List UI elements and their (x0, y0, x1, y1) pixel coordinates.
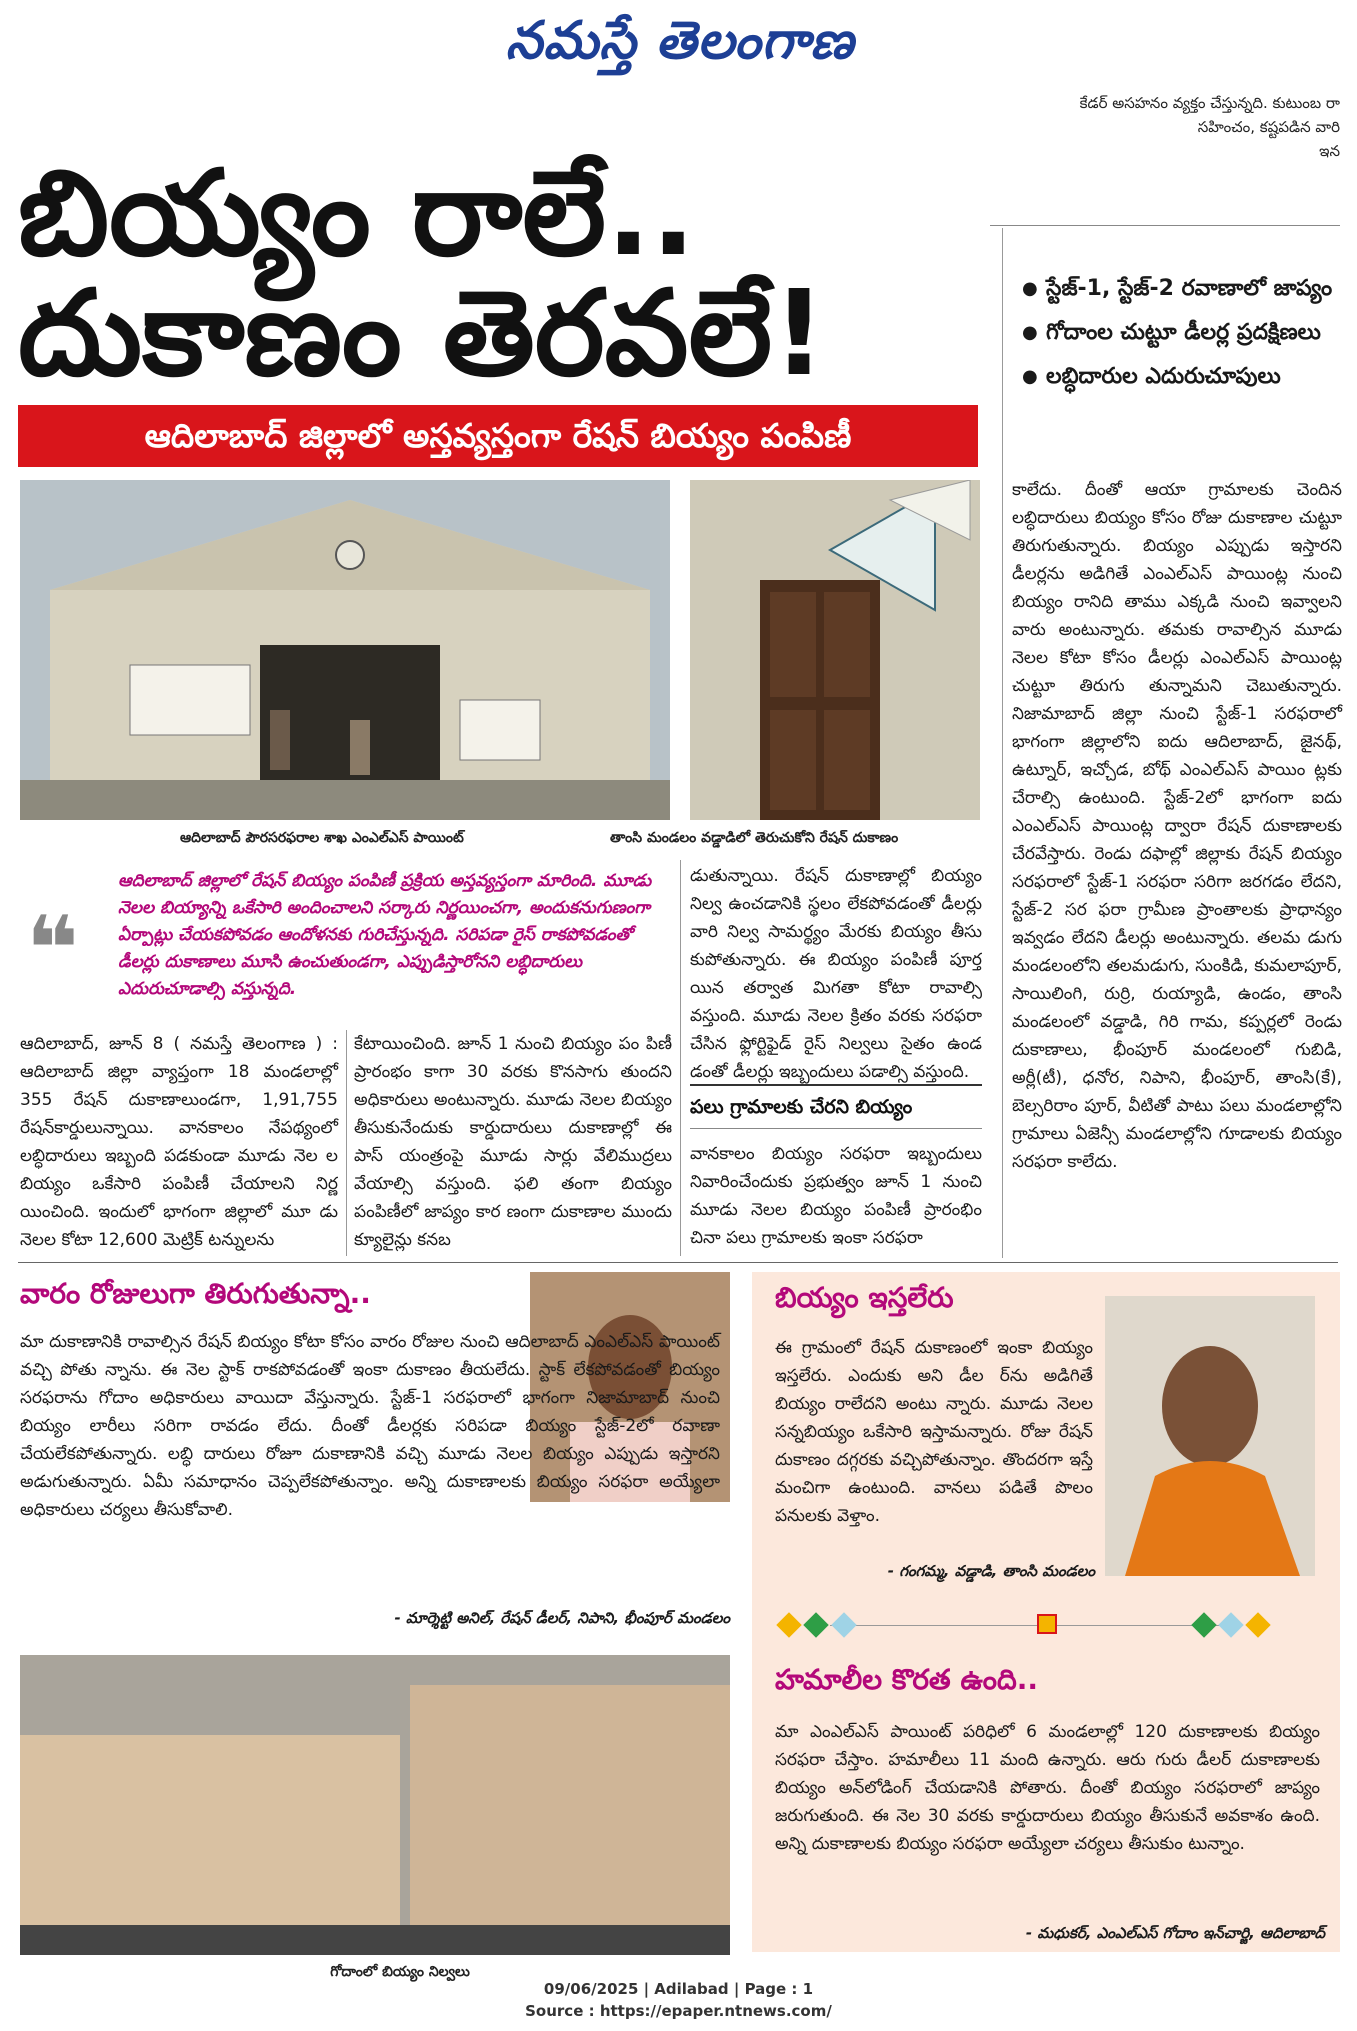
decorative-divider (775, 1610, 1295, 1640)
box2-body: ఈ గ్రామంలో రేషన్ దుకాణంలో ఇంకా బియ్యం ఇస్తలేరు. ఎందుకు అని డీల ర్‌ను అడిగితే బియ్యం రాలేదని అంటు న్నారు. మూడు నెలల సన్నబియ్యం ఒకేసారి ఇస్తామన్నారు. రోజు రేషన్ దుకాణం దగ్గరకు వచ్చిపోతున్నాం. తొందరగా ఇస్తే మంచిగా ఉంటుంది. వానలు పడితే పొలం పనులకు వెళ్తాం. (775, 1338, 1093, 1526)
decorative-diamond-icon (776, 1612, 801, 1637)
box3-title: హమాలీల కొరత ఉంది.. (775, 1663, 1039, 1696)
top-strip-line3: ఇన (1319, 142, 1340, 160)
highlight-item-1: ● స్టేజ్-1, స్టేజ్-2 రవాణాలో జాప్యం (1022, 275, 1342, 303)
decorative-square-icon (1037, 1614, 1057, 1634)
ration-shop-photo-caption: తాంసి మండలం వడ్డాడిలో తెరుచుకోని రేషన్ దుకాణం (610, 830, 899, 846)
subhead-rule-bottom (690, 1128, 982, 1129)
box1-title: వారం రోజులుగా తిరుగుతున్నా.. (20, 1277, 371, 1310)
footer-dateline: 09/06/2025 | Adilabad | Page : 1 (543, 1980, 814, 1998)
highlights-list (1022, 275, 1342, 407)
column-divider (346, 1030, 347, 1256)
highlight-item-2: ● గోదాంల చుట్టూ డీలర్ల ప్రదక్షిణలు (1022, 319, 1342, 347)
divider-line (830, 1625, 1230, 1626)
article-column-4: కాలేదు. దీంతో ఆయా గ్రామాలకు చెందిన లబ్ధిదారులు బియ్యం కోసం రోజు దుకాణాల చుట్టూ తిరుగుతున్నారు. బియ్యం ఎప్పుడు ఇస్తారని డీలర్లను అడిగితే ఎంఎల్ఎస్ పాయింట్ల నుంచి బియ్యం రానిది తాము ఎక్కడి నుంచి ఇవ్వాలని వారు అంటున్నారు. తమకు రావాల్సిన మూడు నెలల కోటా కోసం డీలర్లు ఎంఎల్ఎస్ పాయింట్ల చుట్టూ తిరుగు తున్నామని చెబుతున్నారు. నిజామాబాద్ జిల్లా నుంచి స్టేజ్-1 సరఫరాలో భాగంగా జిల్లాలోని ఐదు ఆదిలాబాద్, జైనథ్, ఉట్నూర్, ఇచ్చోడ, బోథ్ ఎంఎల్ఎస్ పాయిం ట్లకు చేరాల్సి ఉంటుంది. స్టేజ్-2లో భాగంగా ఐదు ఎంఎల్ఎస్ పాయింట్ల ద్వారా రేషన్ దుకాణాలకు చేరవేస్తారు. రెండు దఫాల్లో జిల్లాకు రేషన్ బియ్యం సరఫరాలో స్టేజ్-1 సరఫరా సరిగా జరగడం లేదని, స్టేజ్-2 సర ఫరా గ్రామీణ ప్రాంతాలకు ప్రాధాన్యం ఇవ్వడం లేదని డీలర్లు అంటున్నారు. తలమ డుగు మండలంలోని తలమడుగు, సుంకిడి, కుమలాపూర్, సాయిలింగి, రుర్రి, రుయ్యాడి, ఉండం, తాంసి మండలంలో వడ్డాడి, గిరి గామ, కప్పర్లలో రెండు దుకాణాలు, భీంపూర్ మండలంలో గుబిడి, అర్లీ(టీ), ధనోర, నిపాని, భీంపూర్, తాంసి(కే), బెల్సరిరాం పూర్, వీటితో పాటు పలు మండలాల్లోని గ్రామాలు ఏజెన్సీ మండలాల్లోని గూడాలకు బియ్యం సరఫరా కాలేదు. (1012, 480, 1342, 1172)
top-strip-line2: సహించం, కష్టపడిన వారి (1197, 118, 1340, 136)
box2-signature: - గంగమ్మ, వడ్డాడి, తాంసి మండలం (887, 1562, 1095, 1580)
article-column-3b: వానకాలం బియ్యం సరఫరా ఇబ్బందులు నివారించేందుకు ప్రభుత్వం జూన్ 1 నుంచి మూడు నెలల బియ్యం పంపిణీ ప్రారంభిం చినా పలు గ్రామాలకు ఇంకా సరఫరా (690, 1144, 982, 1248)
box3-body: మా ఎంఎల్ఎస్ పాయింట్ పరిధిలో 6 మండలాల్లో 120 దుకాణాలకు బియ్యం సరఫరా చేస్తాం. హమాలీలు 11 మంది ఉన్నారు. ఆరు గురు డీలర్ దుకాణాలకు బియ్యం అన్‌లోడింగ్ చేయడానికి పోతారు. దీంతో బియ్యం సరఫరాలో జాప్యం జరుగుతుంది. ఈ నెల 30 వరకు కార్డుదారులు బియ్యం తీసుకునే అవకాశం ఉంది. అన్ని దుకాణాలకు బియ్యం సరఫరా అయ్యేలా చర్యలు తీసుకుం టున్నాం. (775, 1722, 1320, 1854)
footer-source-link[interactable]: Source : https://epaper.ntnews.com/ (525, 2002, 832, 2020)
article-column-1: ఆదిలాబాద్, జూన్ 8 ( నమస్తే తెలంగాణ ) : ఆదిలాబాద్ జిల్లా వ్యాప్తంగా 18 మండలాల్లో 355 రేషన్ దుకాణాలుండగా, 1,91,755 రేషన్‌కార్డులున్నాయి. వానకాలం నేపథ్యంలో లబ్ధిదారులు ఇబ్బంది పడకుండా మూడు నెల ల బియ్యం ఒకేసారి పంపిణీ చేయాలని నిర్ణ యించింది. ఇందులో భాగంగా జిల్లాలో మూ డు నెలల కోటా 12,600 మెట్రిక్ టన్నులను (20, 1034, 338, 1250)
article-column-3a: డుతున్నాయి. రేషన్ దుకాణాల్లో బియ్యం నిల్వ ఉంచడానికి స్థలం లేకపోవడంతో డీలర్లు వారి నిల్వ సామర్థ్యం మేరకు బియ్యం తీసు కుపోతున్నారు. ఈ బియ్యం పంపిణీ పూర్త యిన తర్వాత మిగతా కోటా రావాల్సి వస్తుంది. మూడు నెలల క్రితం వరకు సరఫరా చేసిన ఫ్లోర్టిఫైడ్ రైస్ నిల్వలు సైతం ఉండ డంతో డీలర్లు ఇబ్బందులు పడాల్సి వస్తుంది. (690, 866, 982, 1082)
decorative-diamond-icon (1245, 1612, 1270, 1637)
ration-shop-door-photo (690, 480, 980, 820)
pull-quote: ఆదిలాబాద్ జిల్లాలో రేషన్ బియ్యం పంపిణీ ప్రక్రియ అస్తవ్యస్తంగా మారింది. మూడు నెలల బియ్యాన్ని ఒకేసారి అందించాలని సర్కారు నిర్ణయించగా, అందుకనుగుణంగా ఏర్పాట్లు చేయకపోవడం ఆందోళనకు గురిచేస్తున్నది. సరిపడా రైస్ రాకపోవడంతో డీలర్లు దుకాణాలు మూసి ఉంచుతుండగా, ఎప్పుడిస్తారోనని లబ్ధిదారులు ఎదురుచూడాల్సి వస్తున్నది. (118, 871, 652, 999)
subhead-rule (690, 1084, 982, 1086)
highlight-item-3: ● లబ్ధిదారుల ఎదురుచూపులు (1022, 363, 1342, 391)
article-subhead: పలు గ్రామాలకు చేరని బియ్యం (690, 1096, 913, 1118)
box1-body: మా దుకాణానికి రావాల్సిన రేషన్ బియ్యం కోటా కోసం వారం రోజుల నుంచి ఆదిలాబాద్ ఎంఎల్ఎస్ పాయింట్ వచ్చి పోతు న్నాను. ఈ నెల స్టాక్ రాకపోవడంతో ఇంకా దుకాణం తీయలేదు. స్టాక్ లేకపోవడంతో బియ్యం సరఫరాను గోదాం అధికారులు వాయిదా వేస్తున్నారు. స్టేజ్-1 సరఫరాలో భాగంగా నిజామాబాద్ నుంచి బియ్యం లారీలు సరిగా రావడం లేదు. దీంతో డీలర్లకు సరిపడా బియ్యం స్టేజ్-2లో రవాణా చేయలేకపోతున్నారు. లబ్ధి దారులు రోజూ దుకాణానికి వచ్చి మూడు నెలల బియ్యం ఎప్పుడు ఇస్తారని అడుగుతున్నారు. ఏమీ సమాధానం చెప్పలేకపోతున్నాం. అన్ని దుకాణాలకు బియ్యం సరఫరా అయ్యేలా అధికారులు చర్యలు తీసుకోవాలి. (20, 1332, 720, 1520)
decorative-diamond-icon (803, 1612, 828, 1637)
column-divider (1002, 228, 1003, 1258)
warehouse-photo-caption: ఆదిలాబాద్ పౌరసరఫరాల శాఖ ఎంఎల్ఎస్ పాయింట్ (180, 830, 464, 846)
decorative-diamond-icon (1191, 1612, 1216, 1637)
decorative-diamond-icon (831, 1612, 856, 1637)
decorative-diamond-icon (1218, 1612, 1243, 1637)
top-strip-line1: కేడర్ అసహనం వ్యక్తం చేస్తున్నది. కుటుంబ రా (1079, 94, 1340, 112)
subheadline-bar: ఆదిలాబాద్ జిల్లాలో అస్తవ్యస్తంగా రేషన్ బియ్యం పంపిణీ (18, 405, 978, 467)
box2-title: బియ్యం ఇస్తలేరు (775, 1281, 954, 1314)
headline-line-1: బియ్యం రాలే.. (18, 144, 696, 282)
article-column-2: కేటాయించింది. జూన్ 1 నుంచి బియ్యం పం పిణీ ప్రారంభం కాగా 30 వరకు కొనసాగు తుందని అధికారులు అంటున్నారు. మూడు నెలల బియ్యం తీసుకునేందుకు కార్డుదారులు దుకాణాల్లో ఈ పాస్ యంత్రంపై మూడు సార్లు వేలిముద్రలు వేయాల్సి వస్తుంది. ఫలి తంగా బియ్యం పంపిణీలో జాప్యం కార ణంగా దుకాణాల ముందు క్యూలైన్లు కనబ (354, 1034, 672, 1250)
rice-stock-photo (20, 1655, 730, 1955)
top-strip-divider (990, 225, 1340, 226)
headline-line-2: దుకాణం తెరవలే! (18, 264, 826, 402)
beneficiary-portrait-photo (1105, 1296, 1315, 1576)
box3-signature: - మధుకర్, ఎంఎల్ఎస్ గోదాం ఇన్‌చార్జి, ఆదిలాబాద్ (1025, 1924, 1325, 1942)
box1-signature: - మార్శెట్టి అనిల్, రేషన్ డీలర్, నిపాని, భీంపూర్ మండలం (394, 1609, 730, 1627)
quote-mark-icon: ❝ (26, 897, 79, 1002)
rice-stock-caption: గోదాంలో బియ్యం నిల్వలు (330, 1964, 470, 1980)
column-divider (680, 860, 681, 1256)
masthead: నమస్తే తెలంగాణ (505, 11, 855, 71)
warehouse-photo (20, 480, 670, 820)
section-divider (18, 1262, 1338, 1263)
